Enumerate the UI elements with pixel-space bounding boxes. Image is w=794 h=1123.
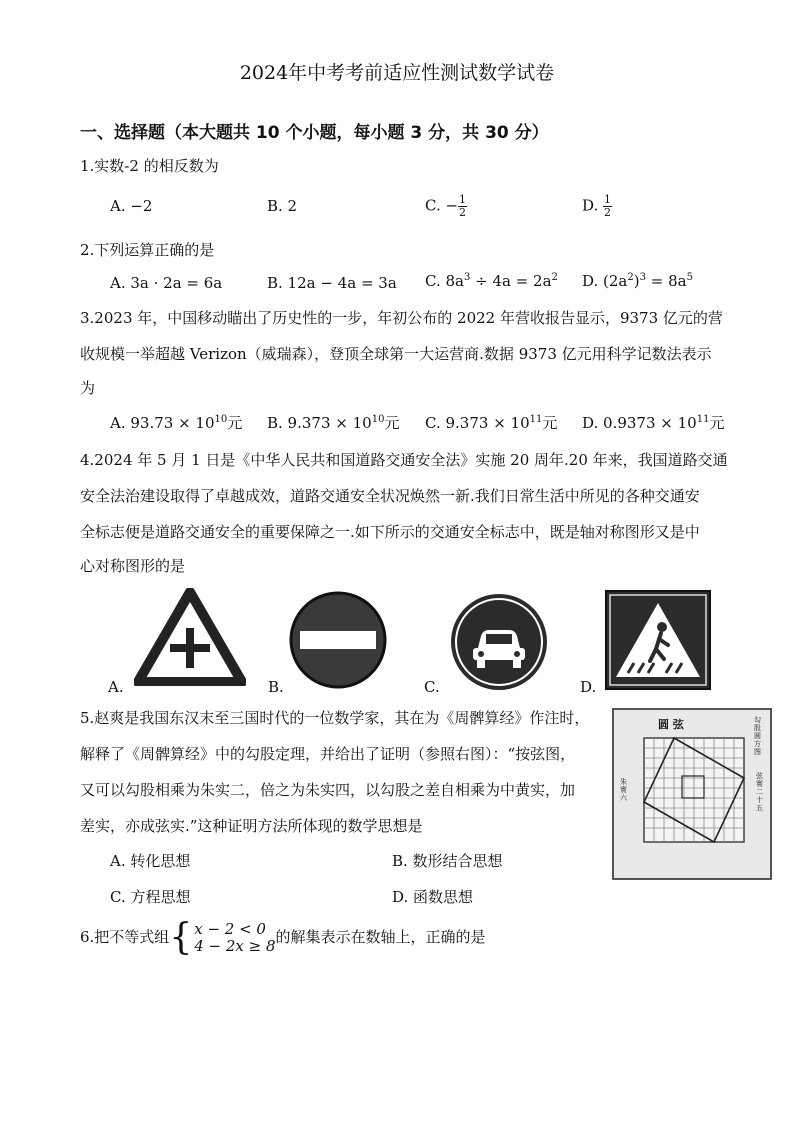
pedestrian-crossing-sign-icon	[604, 589, 712, 691]
diagram-corner-label: 勾股圆方图	[754, 716, 761, 756]
question-5-line-1: 5.赵爽是我国东汉末至三国时代的一位数学家，其在为《周髀算经》作注时，	[80, 709, 590, 727]
q2-option-d: D. $(2a^2)^3 = 8a^5$	[582, 272, 693, 290]
q5-option-a: A. 转化思想	[110, 852, 191, 870]
q5-option-c: C. 方程思想	[110, 888, 191, 906]
no-entry-sign-icon	[288, 590, 388, 690]
q4-option-d-label: D.	[580, 678, 597, 696]
q2-option-c: C. $8a^3 \div 4a = 2a^2$	[425, 272, 558, 290]
question-5-line-2: 解释了《周髀算经》中的勾股定理，并给出了证明（参照右图）：“按弦图，	[80, 745, 576, 763]
diagram-left-label: 朱實六	[620, 778, 627, 802]
q2-option-a: A. 3a · 2a = 6a	[110, 274, 223, 292]
crossroads-warning-sign-icon	[134, 588, 246, 686]
question-4-line-3: 全标志便是道路交通安全的重要保障之一.如下所示的交通安全标志中，既是轴对称图形又是中	[80, 523, 700, 541]
string-figure-diagram	[612, 708, 772, 880]
q4-option-b-label: B.	[268, 678, 284, 696]
q1-option-a: A. −2	[110, 197, 153, 215]
question-5-line-3: 又可以勾股相乘为朱实二，倍之为朱实四，以勾股之差自相乘为中黄实，加	[80, 781, 576, 799]
q3-option-b: B. $9.373 \times 10^{10}$元	[267, 414, 400, 432]
q2-option-b: B. 12a − 4a = 3a	[267, 274, 397, 292]
question-4-line-2: 安全法治建设取得了卓越成效，道路交通安全状况焕然一新.我们日常生活中所见的各种交通安	[80, 487, 700, 505]
question-4-line-4: 心对称图形的是	[80, 557, 186, 575]
question-1-stem: 1.实数-2 的相反数为	[80, 157, 219, 175]
question-5-line-4: 差实，亦成弦实.”这种证明方法所体现的数学思想是	[80, 817, 423, 835]
question-3-line-3: 为	[80, 379, 96, 397]
q3-option-d: D. $0.9373 \times 10^{11}$元	[582, 414, 725, 432]
question-3-line-1: 3.2023 年，中国移动瞄出了历史性的一步，年初公布的 2022 年营收报告显示，9373 亿元的营	[80, 309, 723, 327]
q1-option-d: D. $\frac{1}{2}$	[582, 193, 612, 219]
diagram-right-label: 弦實二十五	[756, 772, 763, 812]
q5-option-d: D. 函数思想	[392, 888, 474, 906]
q4-option-c-label: C.	[424, 678, 440, 696]
question-6-stem: 6.把不等式组 { x − 2 < 0 4 − 2x ≥ 8 的解集表示在数轴上，正确的是	[80, 917, 486, 958]
q1-option-c: C. − $\frac{1}{2}$	[425, 193, 467, 219]
q3-option-c: C. $9.373 \times 10^{11}$元	[425, 414, 558, 432]
inequality-system: { x − 2 < 0 4 − 2x ≥ 8	[169, 917, 276, 958]
section-heading: 一、选择题（本大题共 10 个小题，每小题 3 分，共 30 分）	[80, 123, 549, 143]
page-title: 2024年中考考前适应性测试数学试卷	[239, 62, 555, 84]
diagram-title: 圆 弦	[658, 718, 684, 731]
q5-option-b: B. 数形结合思想	[392, 852, 503, 870]
q1-option-b: B. 2	[267, 197, 298, 215]
question-2-stem: 2.下列运算正确的是	[80, 241, 215, 259]
q3-option-a: A. $93.73 \times 10^{10}$元	[110, 414, 243, 432]
q4-option-a-label: A.	[108, 678, 124, 696]
question-4-line-1: 4.2024 年 5 月 1 日是《中华人民共和国道路交通安全法》实施 20 周年.20 年来，我国道路交通	[80, 451, 728, 469]
question-3-line-2: 收规模一举超越 Verizon（威瑞森），登顶全球第一大运营商.数据 9373 亿元用科学记数法表示	[80, 345, 712, 363]
motor-vehicle-sign-icon	[449, 592, 549, 692]
string-figure-drawing	[614, 710, 770, 878]
